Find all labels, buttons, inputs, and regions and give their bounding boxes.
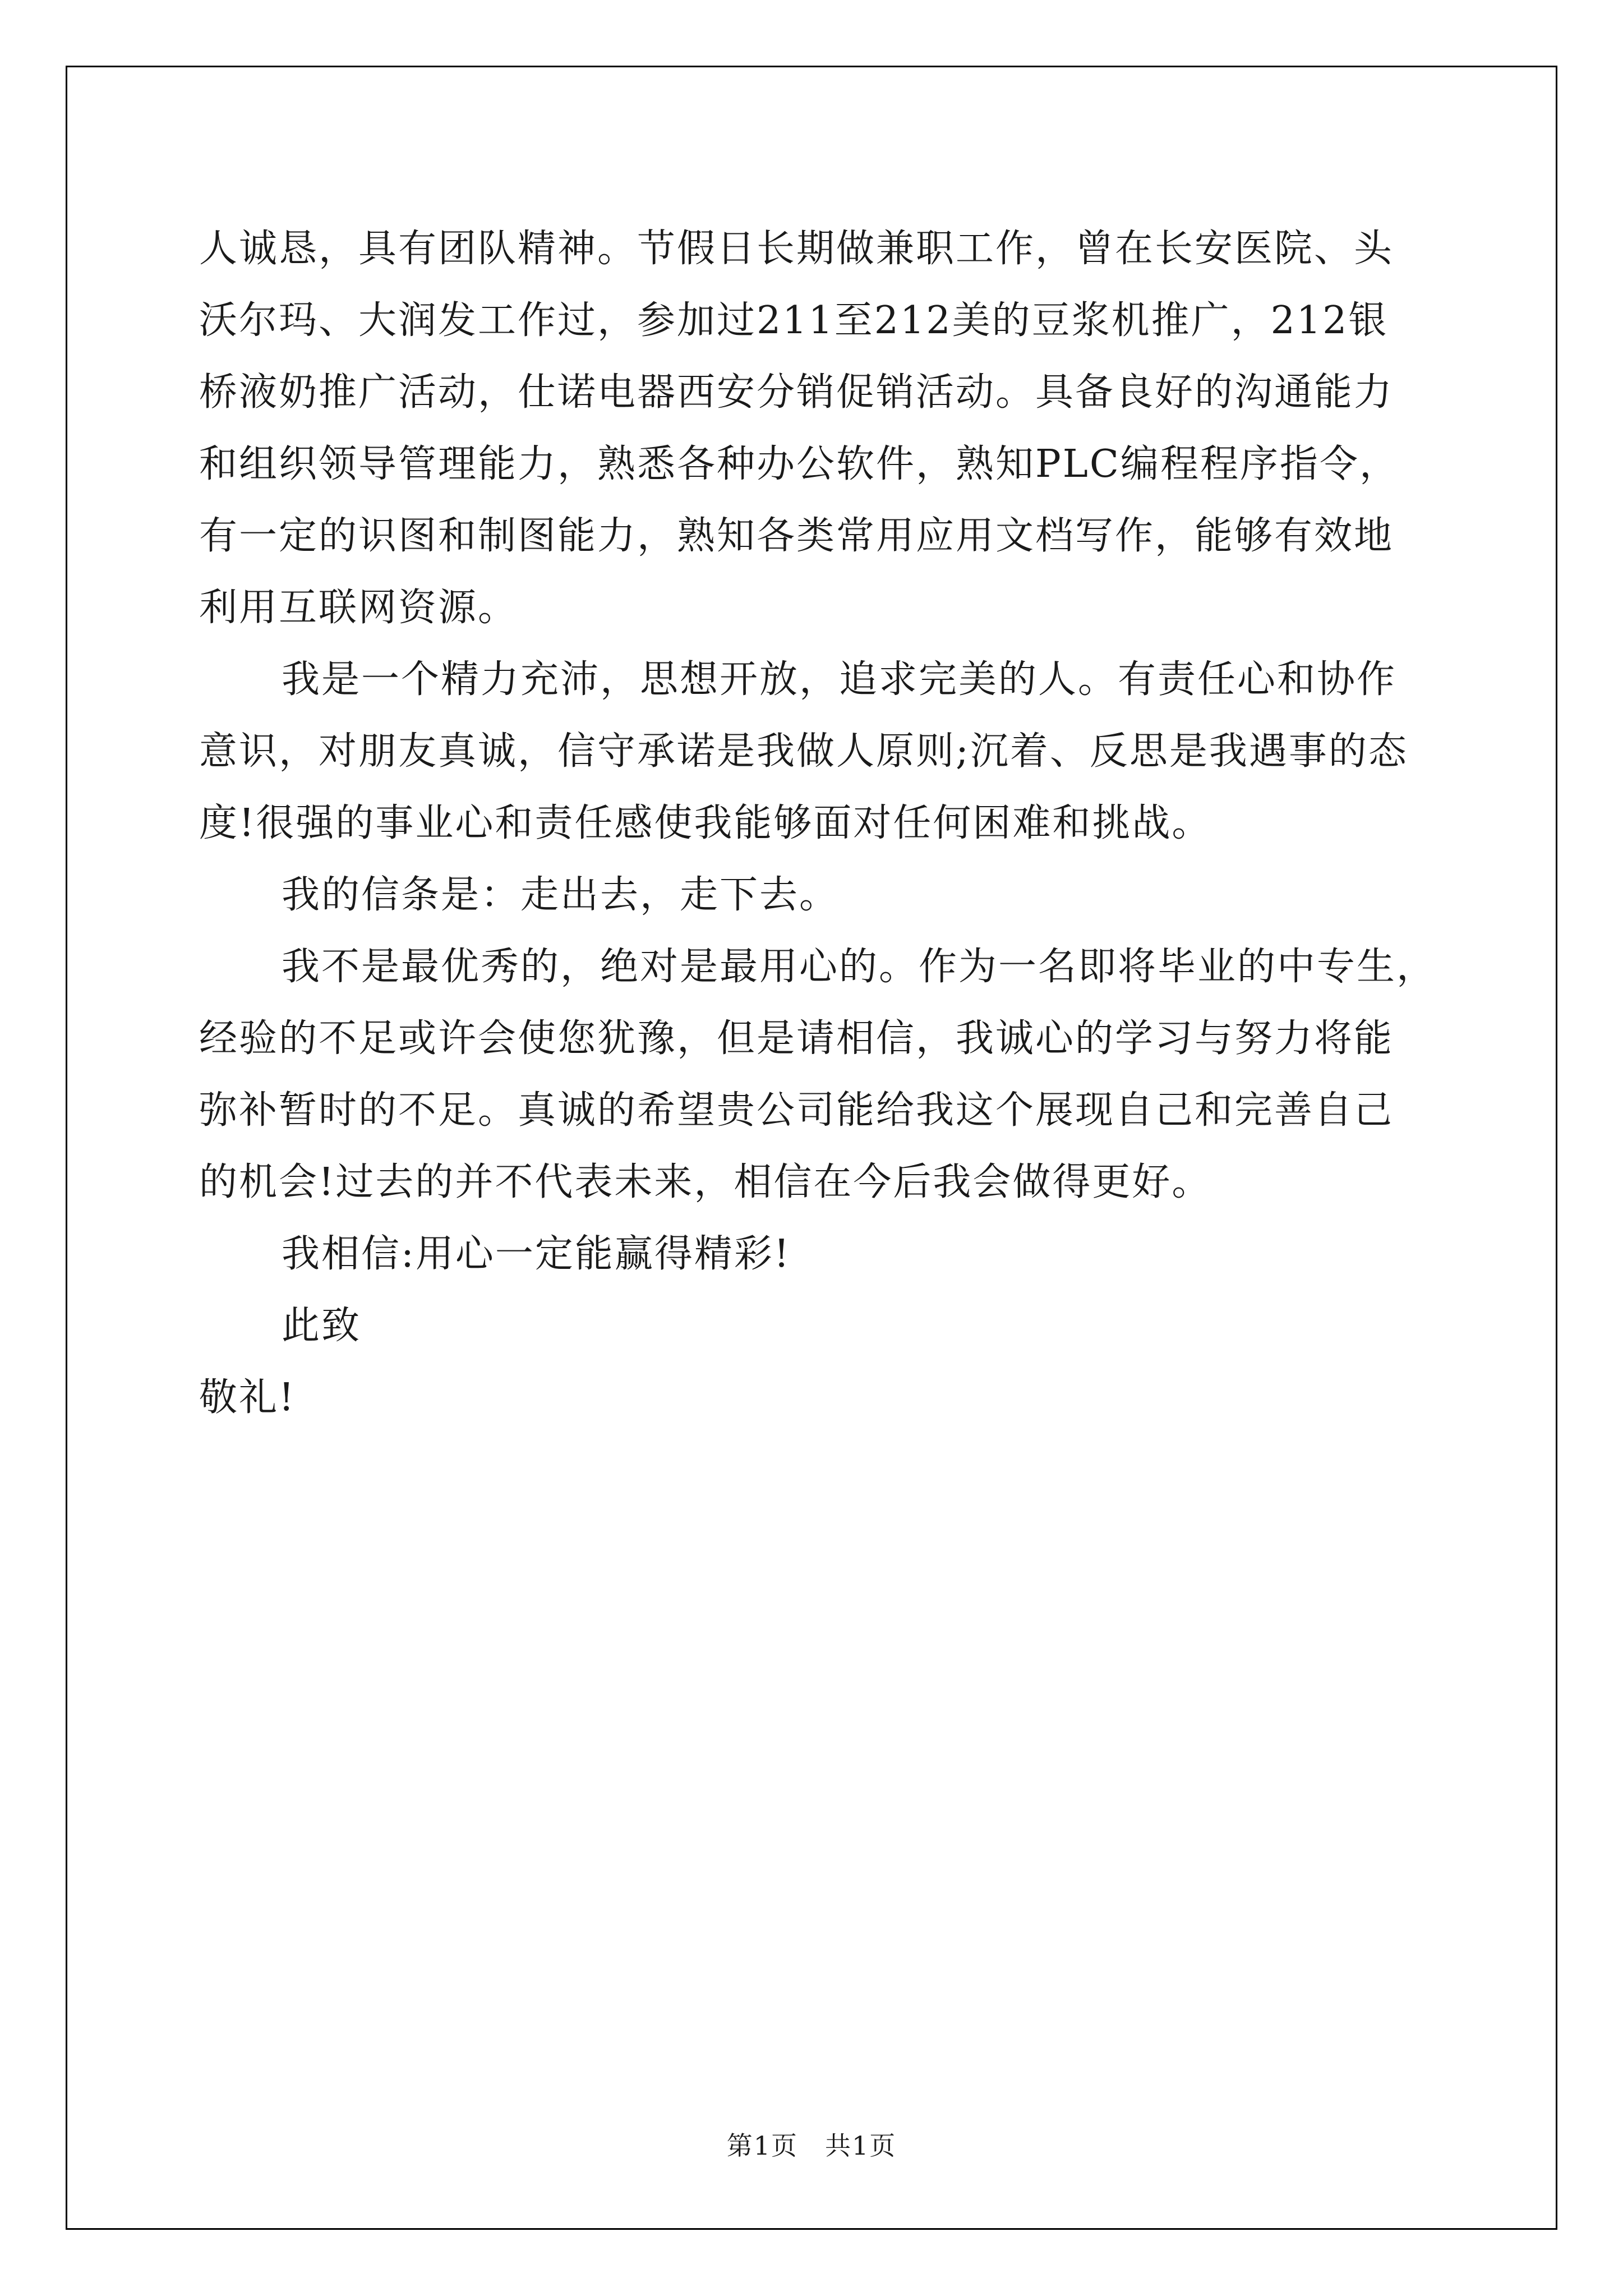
text-line: 人诚恳，具有团队精神。节假日长期做兼职工作，曾在长安医院、头 <box>199 227 1394 271</box>
text-line: 意识，对朋友真诚，信守承诺是我做人原则;沉着、反思是我遇事的态 <box>199 729 1408 774</box>
paragraph-start-line: 我的信条是：走出去，走下去。 <box>282 873 840 917</box>
text-line: 利用互联网资源。 <box>199 586 518 630</box>
closing-salutation: 此致 <box>282 1304 362 1348</box>
closing-respect: 敬礼! <box>199 1375 296 1420</box>
paragraph-start-line: 我是一个精力充沛，思想开放，追求完美的人。有责任心和协作 <box>282 657 1397 702</box>
paragraph-start-line: 我相信:用心一定能赢得精彩! <box>282 1232 791 1276</box>
page-footer: 第1页 共1页 <box>726 2131 897 2161</box>
text-line: 的机会!过去的并不代表未来，相信在今后我会做得更好。 <box>199 1160 1212 1204</box>
text-line: 有一定的识图和制图能力，熟知各类常用应用文档写作，能够有效地 <box>199 514 1394 558</box>
document-body <box>199 213 1437 1434</box>
text-line: 桥液奶推广活动，仕诺电器西安分销促销活动。具备良好的沟通能力 <box>199 370 1394 415</box>
paragraph-start-line: 我不是最优秀的，绝对是最用心的。作为一名即将毕业的中专生， <box>282 945 1437 989</box>
text-line: 沃尔玛、大润发工作过，参加过211至212美的豆浆机推广，212银 <box>199 298 1389 343</box>
text-line: 度!很强的事业心和责任感使我能够面对任何困难和挑战。 <box>199 801 1212 845</box>
text-line: 经验的不足或许会使您犹豫，但是请相信，我诚心的学习与努力将能 <box>199 1016 1394 1061</box>
text-line: 弥补暂时的不足。真诚的希望贵公司能给我这个展现自己和完善自己 <box>199 1088 1394 1133</box>
text-line: 和组织领导管理能力，熟悉各种办公软件，熟知PLC编程程序指令， <box>199 442 1399 486</box>
